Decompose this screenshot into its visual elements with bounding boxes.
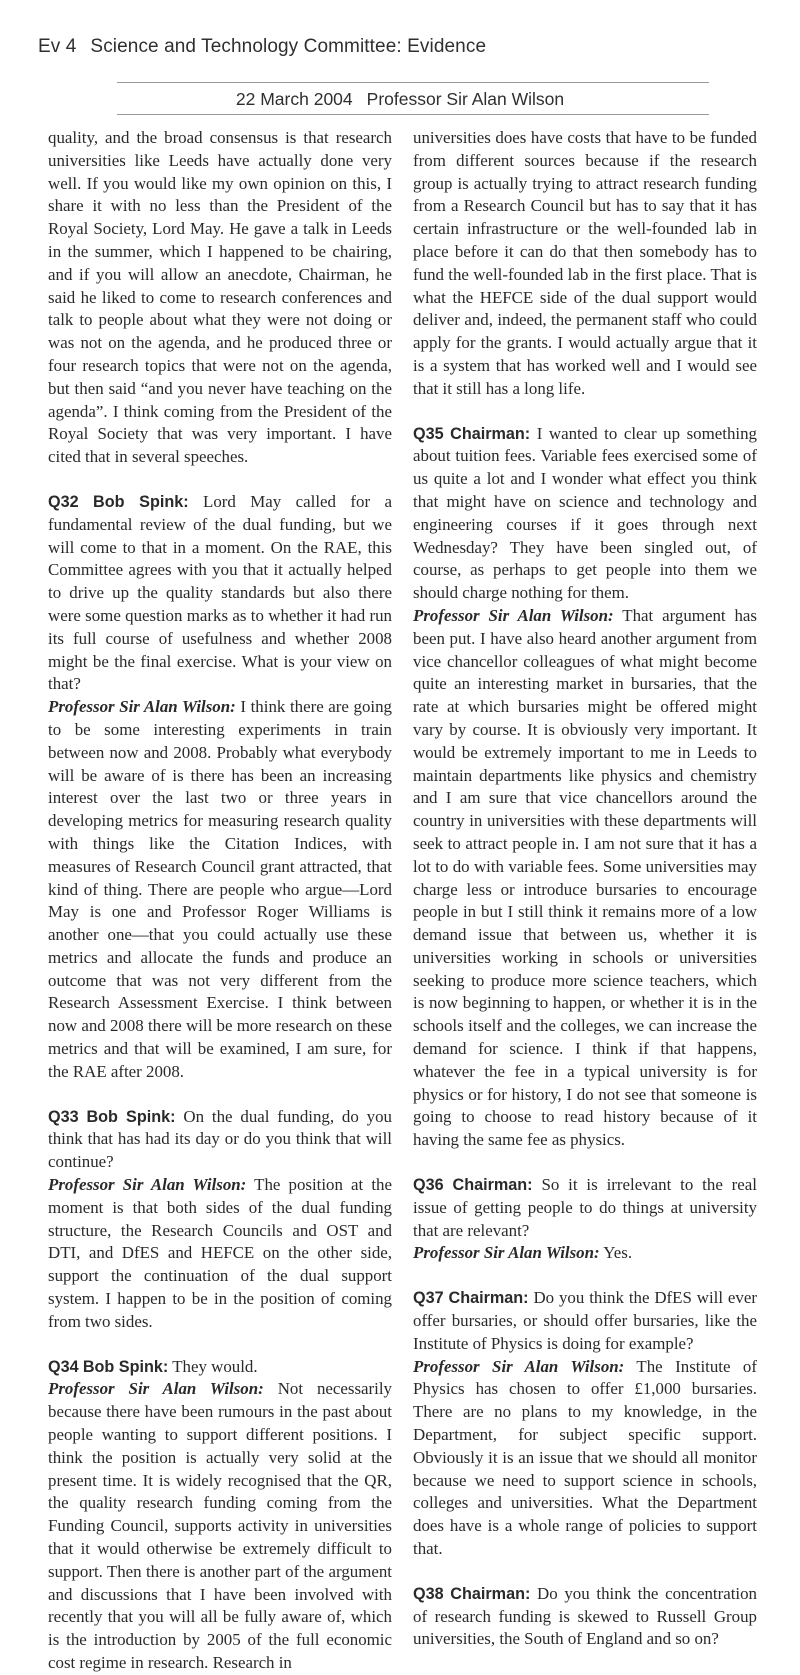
publication-title: Science and Technology Committee: Evidence [90, 36, 487, 57]
answer-speaker: Professor Sir Alan Wilson: [413, 1356, 625, 1376]
continued-answer: universities does have costs that have to be funded from different sources because if the research group is actually trying to attract research funding from a Research Council but has to say that it has certain infrastructure or the well-founded lab in place before it can do that then somebody has to fund the well-founded lab in the first place. That is what the HEFCE side of the dual support would deliver and, indeed, the permanent staff who could apply for the grants. I would actually argue that it is a system that has worked well and I would see that it still has a long life. [413, 128, 757, 398]
session-date: 22 March 2004 [235, 89, 353, 109]
answer-speaker: Professor Sir Alan Wilson: [48, 1175, 247, 1195]
answer-text: The position at the moment is that both sides of the dual funding structure, the Research Councils and OST and DTI, and DfES and HEFCE on the other side, support the continuation of the dual support system. I happen to be in the position of coming from two sides. [48, 1175, 392, 1331]
answer-q36 [413, 1242, 757, 1265]
question-q32 [48, 491, 392, 696]
evidence-page-number: Ev 4 [38, 36, 77, 57]
question-text: They would. [172, 1356, 258, 1376]
question-q37 [413, 1287, 757, 1355]
answer-q34 [48, 1378, 392, 1674]
question-speaker: Bob Spink: [82, 1357, 169, 1376]
question-q35 [413, 423, 757, 605]
question-text: Do you think the concentration of research funding is skewed to Russell Group universities, the South of England and so on? [413, 1583, 757, 1649]
answer-speaker: Professor Sir Alan Wilson: [413, 1243, 600, 1263]
question-number: Q33 [48, 1107, 79, 1126]
question-q36 [413, 1174, 757, 1242]
question-number: Q32 [48, 492, 79, 511]
answer-text: Yes. [603, 1243, 633, 1263]
question-text: Lord May called for a fundamental review of the dual funding, but we will come to that in a moment. On the RAE, this Committee agrees with you that it actually helped to drive up the quality standards but also there were some question marks as to whether it had run its full course of usefulness and whether 2008 might be the final exercise. What is your view on that? [48, 491, 392, 694]
question-number: Q38 [413, 1584, 444, 1603]
question-speaker: Chairman: [452, 1176, 533, 1195]
question-q33 [48, 1106, 392, 1174]
answer-q37 [413, 1356, 757, 1561]
answer-q33 [48, 1174, 392, 1334]
question-number: Q37 [413, 1289, 444, 1308]
answer-q35 [413, 605, 757, 1152]
question-text: I wanted to clear up something about tuition fees. Variable fees exercised some of us quite a lot and I wonder what effect you think that might have on science and technology and engineering courses if it goes through next Wednesday? They have been singled out, of course, as perhaps to get people into them we should charge nothing for them. [413, 423, 757, 603]
question-speaker: Bob Spink: [86, 1107, 176, 1126]
answer-text: I think there are going to be some interesting experiments in train between now and 2008. Probably what everybody will be aware of is there has been an increasing interest over the last two or three years in developing metrics for measuring research quality with things like the Citation Indices, with measures of Research Council grant attracted, that kind of thing. There are people who argue—Lord May is one and Professor Roger Williams is another one—that you could actually use these metrics and allocate the funds and produce an outcome that was not very different from the Research Assessment Exercise. I think between now and 2008 there will be more research on these metrics and that will be examined, I am sure, for the RAE after 2008. [48, 697, 392, 1081]
answer-speaker: Professor Sir Alan Wilson: [413, 605, 614, 625]
answer-speaker: Professor Sir Alan Wilson: [48, 697, 236, 717]
question-speaker: Chairman: [450, 424, 531, 443]
question-speaker: Chairman: [448, 1289, 529, 1308]
question-q34 [48, 1356, 392, 1379]
running-head [38, 36, 486, 58]
question-text: On the dual funding, do you think that has had its day or do you think that will continue? [48, 1106, 392, 1172]
question-speaker: Chairman: [450, 1584, 531, 1603]
answer-speaker: Professor Sir Alan Wilson: [48, 1379, 264, 1399]
question-text: So it is irrelevant to the real issue of getting people to do things at university that are relevant? [413, 1175, 757, 1240]
question-speaker: Bob Spink: [93, 492, 189, 511]
witness-name: Professor Sir Alan Wilson [366, 89, 565, 109]
answer-text: The Institute of Physics has chosen to offer £1,000 bursaries. There are no plans to my knowledge, in the Department, for subject specific support. Obviously it is an issue that we should all monitor because we need to support science in schools, colleges and universities. What the Department does have is a whole range of policies to support that. [413, 1356, 757, 1559]
answer-text: That argument has been put. I have also heard another argument from vice chancellor colleagues of what might become quite an interesting market in bursaries, that the rate at which bursaries might be offered might vary by course. It is obviously very important. It would be extremely important to me in Leeds to maintain departments like physics and chemistry and I am sure that vice chancellors around the country in universities with these departments will seek to attract people in. I am not sure that it has a lot to do with variable fees. Some universities may charge less or introduce bursaries to encourage people in but I still think it remains more of a low demand issue that between us, whether it is universities working in schools or universities seeking to produce more science teachers, which is now beginning to happen, or whether it is in the schools itself and the colleges, we can increase the demand for science. I think if that happens, whatever the fee in a typical university is for physics or for history, I do not see that someone is going to choose to read history because of it having the same fee as physics. [413, 605, 757, 1150]
question-q38 [413, 1583, 757, 1651]
continued-answer: quality, and the broad consensus is that research universities like Leeds have actually done very well. If you would like my own opinion on this, I share it with no less than the President of the Royal Society, Lord May. He gave a talk in Leeds in the summer, which I happened to be chairing, and if you will allow an anecdote, Chairman, he said he liked to come to research conferences and talk to people about what they were not doing or was not on the agenda, and he produced three or four research topics that were not on the agenda, but then said “and you never have teaching on the agenda”. I think coming from the President of the Royal Society that was very important. I have cited that in several speeches. [48, 128, 392, 467]
question-number: Q36 [413, 1176, 444, 1195]
left-column [48, 127, 392, 1675]
answer-q32 [48, 696, 392, 1084]
header-rule-top [117, 82, 709, 83]
question-number: Q35 [413, 424, 444, 443]
answer-text: Not necessarily because there have been rumours in the past about people wanting to support different positions. I think the position is actually very solid at the present time. It is widely recognised that the QR, the quality research funding coming from the Funding Council, supports activity in universities that it would otherwise be extremely difficult to support. Then there is another part of the argument and discussions that I have been involved with recently that you will all be fully aware of, which is the introduction by 2005 of the full economic cost regime in research. Research in [48, 1379, 392, 1672]
right-column [413, 127, 757, 1651]
session-line [0, 89, 800, 110]
question-number: Q34 [48, 1357, 79, 1376]
question-text: Do you think the DfES will ever offer bursaries, or should offer bursaries, like the Institute of Physics is doing for example? [413, 1288, 757, 1353]
header-rule-bottom [117, 114, 709, 115]
